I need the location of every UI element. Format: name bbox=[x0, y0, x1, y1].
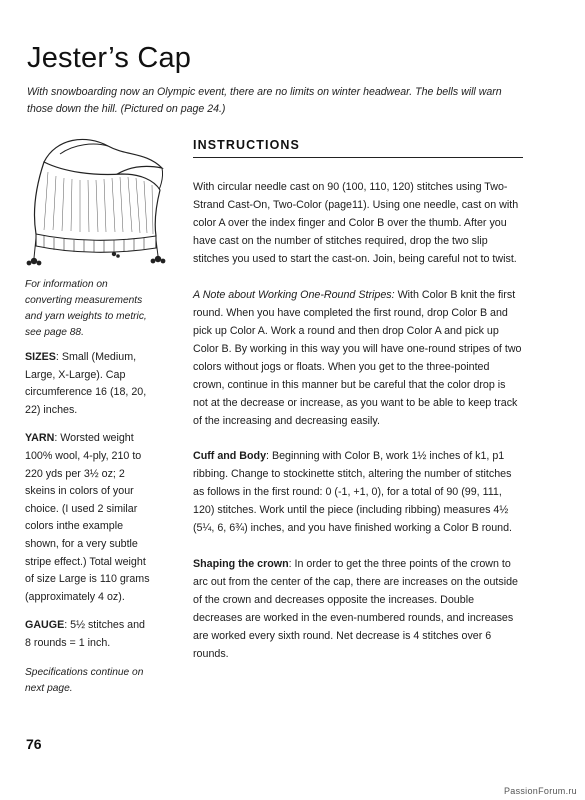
sizes-text: : Small (Medium, Large, X-Large). Cap circumference 16 (18, 20, 22) inches. bbox=[25, 351, 147, 416]
page-title: Jester’s Cap bbox=[27, 42, 192, 74]
crown-paragraph bbox=[193, 555, 523, 663]
stripes-note-label: A Note about Working One-Round Stripes: bbox=[193, 289, 395, 301]
sizes-label: SIZES bbox=[25, 351, 56, 363]
stripes-note-paragraph bbox=[193, 286, 523, 430]
instructions-heading: INSTRUCTIONS bbox=[193, 136, 523, 158]
gauge-text: : 5½ stitches and 8 rounds = 1 inch. bbox=[25, 619, 146, 649]
cuff-body-text: : Beginning with Color B, work 1½ inches of k1, p1 ribbing. Change to stockinette stitch, altering the number of stitches as follows in the first round: 0 (-1, +1, 0), for a total of 90 (99, 111, 120) stitches. Work until the piece (including ribbing) measures 4½ (5¼, 6, 6¾) inches, and you have finished working a Color B round. bbox=[193, 450, 513, 534]
cast-on-paragraph: With circular needle cast on 90 (100, 110, 120) stitches using Two-Strand Cast-On, Two-Color (page11). Using one needle, cast on with color A over the index finger and Color B over the thumb. After you have cast on the number of stitches required, drop the two slip stitches you used to start the cast-on. Join, being careful not to twist. bbox=[193, 181, 519, 265]
metric-note: For information on converting measurements and yarn weights to metric, see page 88. bbox=[25, 279, 147, 338]
jester-cap-illustration bbox=[14, 132, 174, 272]
yarn-label: YARN bbox=[25, 432, 55, 445]
instructions-column bbox=[193, 136, 523, 663]
sizes-spec bbox=[25, 349, 153, 419]
watermark: PassionForum.ru bbox=[503, 786, 577, 796]
intro-line-1: With snowboarding now an Olympic event, there are no limits on winter headwear. The bells will warn bbox=[27, 86, 502, 98]
specifications-sidebar bbox=[25, 277, 153, 697]
cuff-body-paragraph bbox=[193, 447, 523, 537]
intro-line-2: those down the hill. (Pictured on page 24.) bbox=[27, 103, 226, 115]
gauge-label: GAUGE bbox=[25, 619, 65, 632]
page-number: 76 bbox=[26, 736, 42, 752]
stripes-note-text: With Color B knit the first round. When you have completed the first round, drop Color B and pick up Color A. Work a round and then drop Color A and pick up Color B. By working in this way you will have one-round stripes of two colors without jogs or floats. When you get to the three-pointed crown, continue in this manner but be careful that the color drop is not at the decrease or increase, as you want to be able to keep track of the increasing and decreasing easily. bbox=[193, 289, 522, 427]
crown-text: : In order to get the three points of the crown to arc out from the center of the cap, there are increases on the outside of the crown and decreases opposite the increases. Double decreases are worked in the even-numbered rounds, and increases are worked every sixth round. Net decrease is 4 stitches over 6 rounds. bbox=[193, 558, 518, 660]
intro-text bbox=[27, 84, 547, 118]
yarn-text: : Worsted weight 100% wool, 4-ply, 210 to 220 yds per 3½ oz; 2 skeins in colors of your choice. (I used 2 similar colors inthe example shown, for a very subtle stripe effect.) Total weight of size Large is 110 grams (approximately 4 oz). bbox=[25, 432, 150, 603]
gauge-spec bbox=[25, 617, 153, 652]
yarn-spec bbox=[25, 430, 153, 606]
continue-note: Specifications continue on next page. bbox=[25, 666, 144, 694]
cuff-body-label: Cuff and Body bbox=[193, 450, 267, 462]
crown-label: Shaping the crown bbox=[193, 558, 289, 570]
